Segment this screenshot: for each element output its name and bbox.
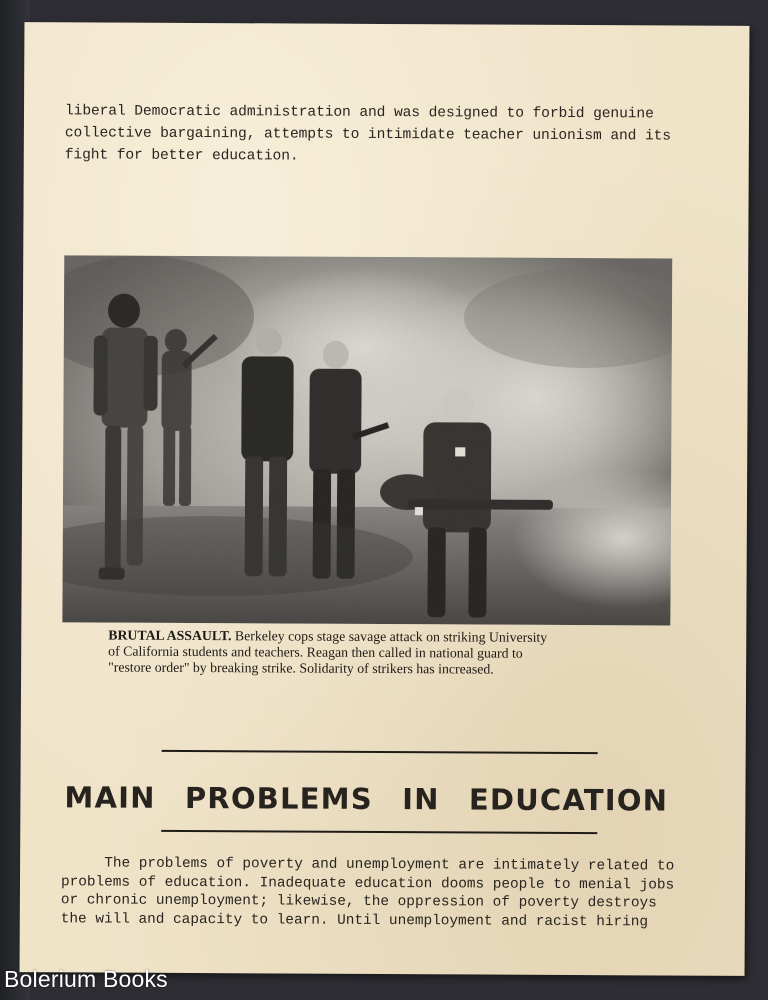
text-line: or chronic unemployment; likewise, the oppression of poverty destroys <box>60 892 657 912</box>
caption-line-3: "restore order" by breaking strike. Solidarity of strikers has increased. <box>108 659 494 677</box>
text-line: the will and capacity to learn. Until unemployment and racist hiring <box>60 910 649 930</box>
top-paragraph <box>65 100 685 169</box>
caption-line-1-text: Berkeley cops stage savage attack on striking University <box>231 628 548 645</box>
watermark: Bolerium Books <box>4 966 168 992</box>
text-line: problems of education. Inadequate education dooms people to menial jobs <box>60 873 675 894</box>
document-page <box>20 22 750 976</box>
riot-police-photo-image <box>62 255 672 625</box>
headline-rule-bottom <box>161 830 597 834</box>
text-line: fight for better education. <box>64 147 299 165</box>
headline-rule-top <box>162 750 598 754</box>
text-line: The problems of poverty and unemployment are intimately related to <box>61 855 675 875</box>
caption-lead: BRUTAL ASSAULT. <box>108 627 232 644</box>
body-paragraph <box>61 854 701 931</box>
text-line: collective bargaining, attempts to intimidate teacher unionism and its <box>64 125 671 145</box>
text-line: liberal Democratic administration and was designed to forbid genuine <box>64 103 654 123</box>
headline: MAIN PROBLEMS IN EDUCATION <box>64 780 669 818</box>
caption-line-2: of California students and teachers. Reagan then called in national guard to <box>108 643 523 661</box>
halftone-photo <box>62 255 672 625</box>
photo-caption <box>108 628 648 679</box>
